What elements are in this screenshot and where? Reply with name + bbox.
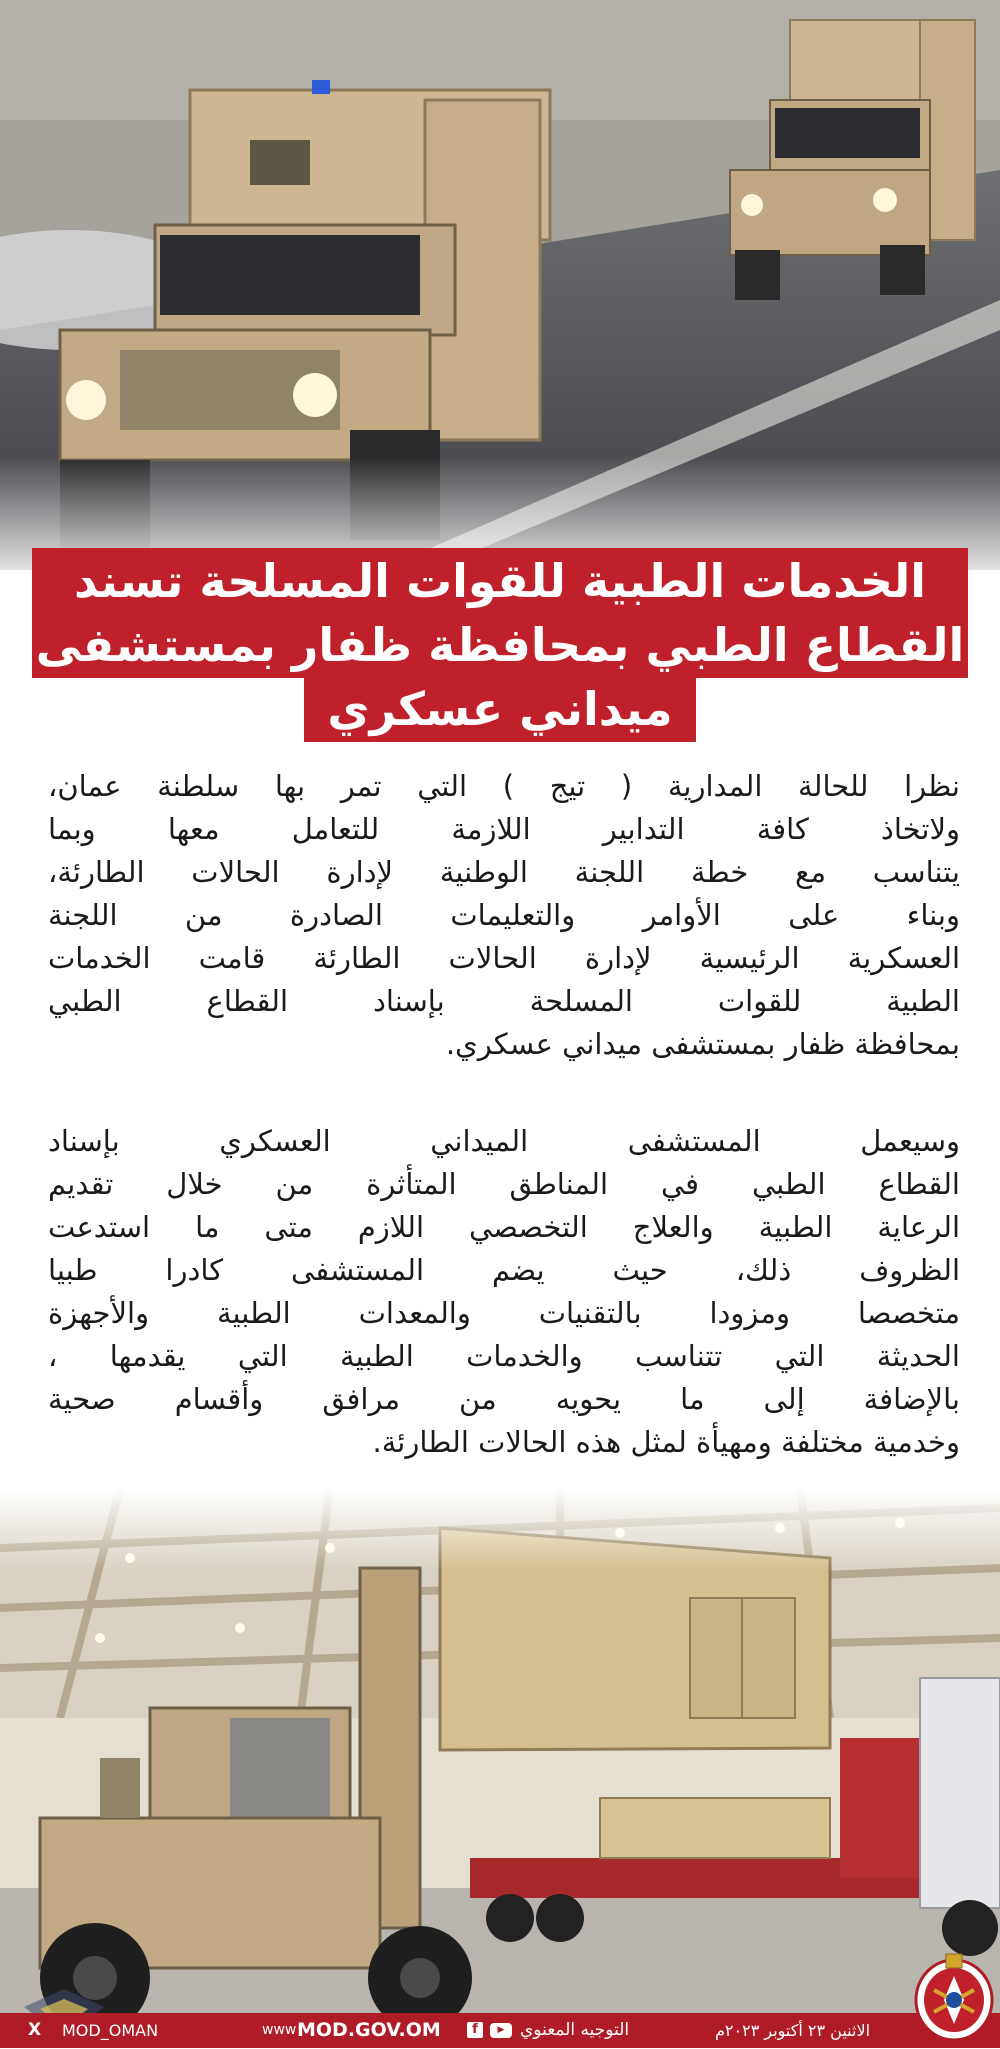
body-paragraph-2 (48, 1120, 960, 1464)
footer-bar (0, 2013, 1000, 2048)
body-line: العسكرية الرئيسية لإدارة الحالات الطارئة قامت الخدمات (48, 941, 960, 975)
social-handle[interactable]: MOD_OMAN (62, 2021, 159, 2040)
body-line: وبناء على الأوامر والتعليمات الصادرة من اللجنة (48, 898, 960, 932)
headline-line-1: الخدمات الطبية للقوات المسلحة تسند (32, 548, 968, 614)
body-line: وسيعمل المستشفى الميداني العسكري بإسناد (48, 1124, 960, 1158)
body-line: ولاتخاذ كافة التدابير اللازمة للتعامل معها وبما (48, 812, 960, 846)
body-line: الظروف ذلك، حيث يضم المستشفى كادرا طبيا (48, 1253, 960, 1287)
x-icon[interactable]: X (28, 2020, 42, 2040)
facebook-icon[interactable]: f (467, 2022, 483, 2038)
date-label: الاثنين ٢٣ أكتوبر ٢٠٢٣م (715, 2021, 871, 2040)
body-line: بالإضافة إلى ما يحويه من مرافق وأقسام صحية (48, 1382, 960, 1416)
body-line: القطاع الطبي في المناطق المتأثرة من خلال تقديم (48, 1167, 960, 1201)
body-line: الطبية للقوات المسلحة بإسناد القطاع الطبي (48, 984, 960, 1018)
body-line: الرعاية الطبية والعلاج التخصصي اللازم متى ما استدعت (48, 1210, 960, 1244)
headline-line-3: ميداني عسكري (304, 676, 696, 742)
body-line: نظرا للحالة المدارية ( تيج ) التي تمر بها سلطنة عمان، (48, 769, 960, 803)
www-label: www (262, 2022, 297, 2038)
website-link[interactable]: MOD.GOV.OM (297, 2019, 441, 2041)
body-paragraph-1 (48, 765, 960, 1066)
body-line: بمحافظة ظفار بمستشفى ميداني عسكري. (445, 1027, 960, 1061)
department-label: التوجيه المعنوي (520, 2020, 630, 2040)
body-line: الحديثة التي تتناسب والخدمات الطبية التي يقدمها ، (48, 1339, 960, 1373)
body-line: وخدمية مختلفة ومهيأة لمثل هذه الحالات الطارئة. (372, 1425, 960, 1459)
body-line: متخصصا ومزودا بالتقنيات والمعدات الطبية والأجهزة (48, 1296, 960, 1330)
forklift-loading-field-hospital-container-photo (0, 1488, 1000, 2040)
body-line: يتناسب مع خطة اللجنة الوطنية لإدارة الحالات الطارئة، (48, 855, 960, 889)
headline (0, 548, 1000, 738)
ministry-of-defence-emblem-icon (912, 1950, 996, 2042)
headline-line-2: القطاع الطبي بمحافظة ظفار بمستشفى (32, 612, 968, 678)
youtube-icon[interactable]: ▶ (490, 2023, 512, 2038)
military-ambulances-photo (0, 0, 1000, 570)
